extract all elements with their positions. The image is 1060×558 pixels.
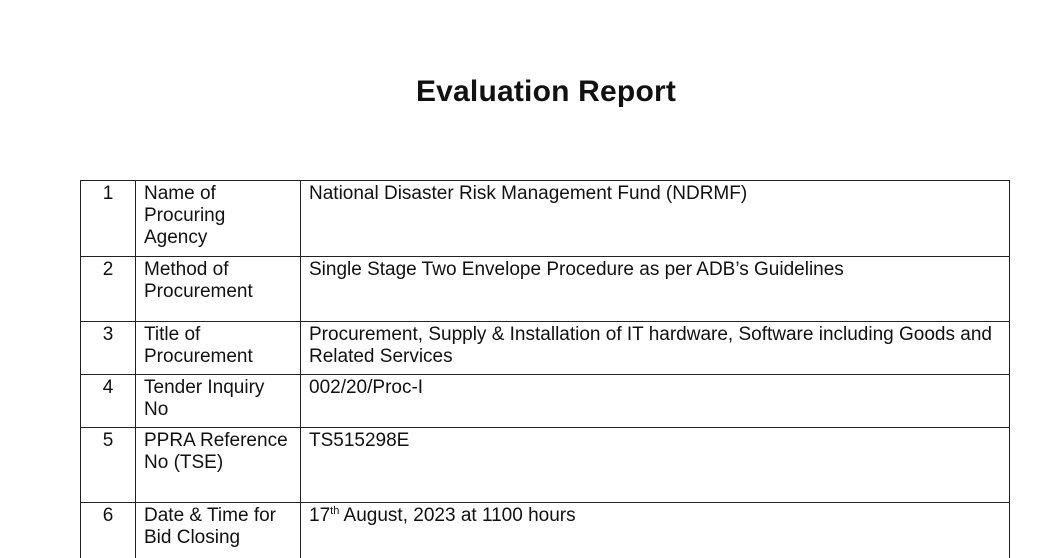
table-row xyxy=(81,322,1010,375)
row-label: Tender Inquiry No xyxy=(136,375,301,428)
row-value: 002/20/Proc-I xyxy=(301,375,1010,428)
row-number: 6 xyxy=(81,503,136,558)
row-label: PPRA Reference No (TSE) xyxy=(136,428,301,503)
table-row xyxy=(81,257,1010,322)
row-value xyxy=(301,503,1010,558)
row-number: 2 xyxy=(81,257,136,322)
evaluation-table xyxy=(80,180,1010,558)
row-value: Procurement, Supply & Installation of IT hardware, Software including Goods and Related Services xyxy=(301,322,1010,375)
row-value: TS515298E xyxy=(301,428,1010,503)
table-row xyxy=(81,181,1010,257)
date-day: 17 xyxy=(309,505,331,526)
table-row xyxy=(81,375,1010,428)
row-value: Single Stage Two Envelope Procedure as per ADB’s Guidelines xyxy=(301,257,1010,322)
row-number: 1 xyxy=(81,181,136,257)
table-row xyxy=(81,503,1010,558)
page-title: Evaluation Report xyxy=(415,75,677,108)
row-number: 4 xyxy=(81,375,136,428)
row-number: 5 xyxy=(81,428,136,503)
date-ordinal-suffix: th xyxy=(330,505,340,517)
row-label: Method of Procurement xyxy=(136,257,301,322)
row-value: National Disaster Risk Management Fund (NDRMF) xyxy=(301,181,1010,257)
row-number: 3 xyxy=(81,322,136,375)
table-row xyxy=(81,428,1010,503)
row-label: Date & Time for Bid Closing xyxy=(136,503,301,558)
row-label: Name of Procuring Agency xyxy=(136,181,301,257)
row-label: Title of Procurement xyxy=(136,322,301,375)
date-rest: August, 2023 at 1100 hours xyxy=(339,505,576,526)
